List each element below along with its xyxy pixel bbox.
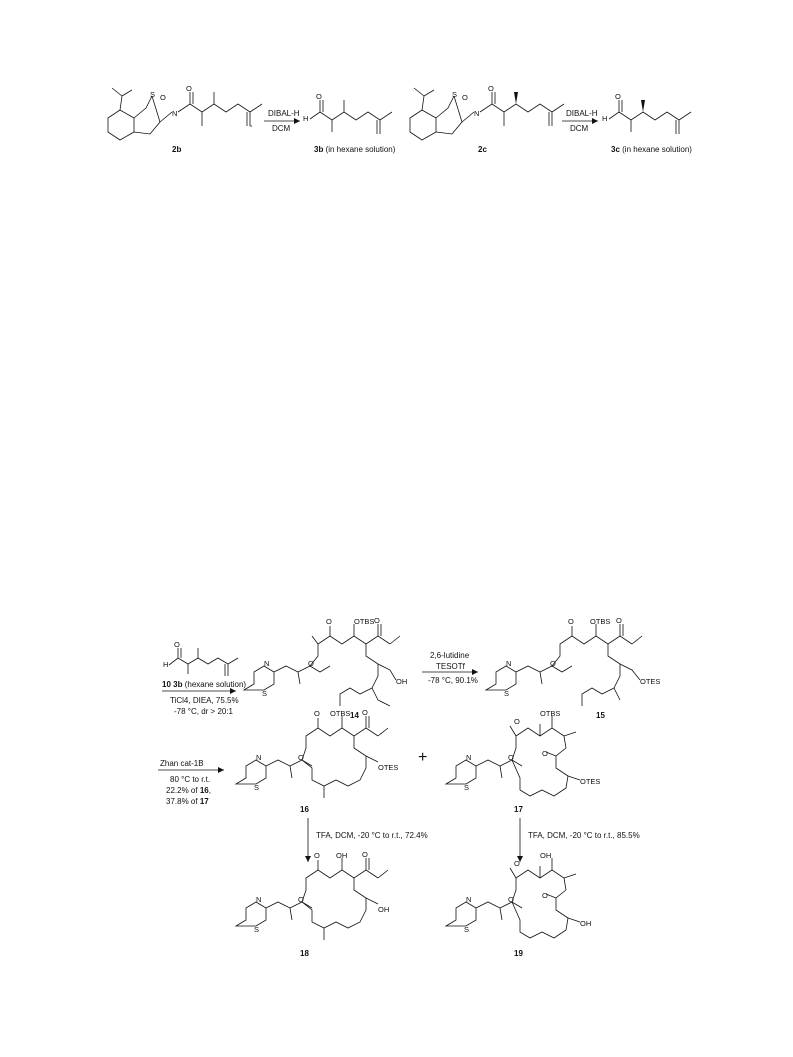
compound-label-3b: 3b (in hexane solution) <box>314 145 396 154</box>
arrow2-solvent: DCM <box>570 124 589 133</box>
compound-label-3c: 3c (in hexane solution) <box>611 145 692 154</box>
s19-o: O <box>508 895 514 904</box>
step1-conditions <box>162 680 246 716</box>
s16-o: O <box>298 753 304 762</box>
s15-otbs: OTBS <box>590 617 611 626</box>
step1-line2: TiCl4, DIEA, 75.5% <box>170 696 239 705</box>
nitrogen-atom-label: N <box>172 109 178 118</box>
s18-oh: OH <box>336 851 348 860</box>
step3-line4: 37.8% of 17 <box>166 797 209 806</box>
structure-19 <box>446 851 591 958</box>
s17-o: O <box>508 753 514 762</box>
s16-n: N <box>256 753 262 762</box>
arrow1-reagent: DIBAL-H <box>268 109 300 118</box>
structure-14 <box>244 616 407 720</box>
step2-line3: -78 °C, 90.1% <box>428 676 478 685</box>
step1-line1: 10 3b (hexane solution) <box>162 680 247 689</box>
oxygen-atom-label-2c: O <box>462 93 468 102</box>
plus-sign: + <box>418 749 428 766</box>
s17-otes: OTES <box>580 777 601 786</box>
compound-label-18: 18 <box>300 949 309 958</box>
s18-o3: O <box>362 850 368 859</box>
nitrogen-atom-label-2c: N <box>474 109 480 118</box>
step2-line2: TESOTf <box>436 662 465 671</box>
s15-o2: O <box>568 617 574 626</box>
carbonyl-oxygen-label: O <box>186 84 192 93</box>
s16-o3: O <box>362 708 368 717</box>
s17-n: N <box>466 753 472 762</box>
s17-o2: O <box>514 717 520 726</box>
small-aldehyde-o: O <box>174 640 180 649</box>
step1-line3: -78 °C, dr > 20:1 <box>174 707 234 716</box>
aldehyde-h-label: H <box>303 114 309 123</box>
step3-line1: Zhan cat-1B <box>160 759 204 768</box>
s16-o2: O <box>314 709 320 718</box>
s19-oh2: OH <box>580 919 592 928</box>
step2-conditions <box>422 651 478 685</box>
arrow1-solvent: DCM <box>272 124 291 133</box>
compound-label-15: 15 <box>596 711 605 720</box>
s15-n: N <box>506 659 512 668</box>
reaction-arrow-2 <box>562 109 598 133</box>
structure-2c <box>410 84 564 154</box>
aldehyde-o-label-3c: O <box>615 92 621 101</box>
s18-oh2: OH <box>378 905 390 914</box>
arrow2-reagent: DIBAL-H <box>566 109 598 118</box>
sulfur-atom-label-2c: S <box>452 90 458 99</box>
structure-3c <box>602 92 692 154</box>
step3-conditions <box>158 759 224 806</box>
compound-label-2c: 2c <box>478 145 487 154</box>
s14-otbs: OTBS <box>354 617 375 626</box>
s19-s: S <box>464 925 470 934</box>
step3-line2: 80 °C to r.t. <box>170 775 211 784</box>
s19-o2: O <box>514 859 520 868</box>
s19-oh: OH <box>540 851 552 860</box>
reaction-arrow-1 <box>264 109 300 133</box>
compound-label-17: 17 <box>514 805 523 814</box>
step2-line1: 2,6-lutidine <box>430 651 470 660</box>
s15-o: O <box>550 659 556 668</box>
s17-o3: O <box>542 749 548 758</box>
s14-s: S <box>262 689 268 698</box>
structure-15 <box>486 616 660 720</box>
s19-n: N <box>466 895 472 904</box>
step5-label: TFA, DCM, -20 °C to r.t., 85.5% <box>528 831 640 840</box>
structure-18 <box>236 850 389 958</box>
compound-label-2b: 2b <box>172 145 182 154</box>
aldehyde-o-label: O <box>316 92 322 101</box>
s16-s: S <box>254 783 260 792</box>
structure-2b <box>108 84 262 154</box>
s17-otbs: OTBS <box>540 709 561 718</box>
s15-s: S <box>504 689 510 698</box>
compound-label-19: 19 <box>514 949 523 958</box>
s15-otes: OTES <box>640 677 661 686</box>
oxygen-atom-label: O <box>160 93 166 102</box>
small-aldehyde-h: H <box>163 660 169 669</box>
step5-conditions <box>517 818 640 862</box>
aldehyde-h-label-3c: H <box>602 114 608 123</box>
carbonyl-oxygen-label-2c: O <box>488 84 494 93</box>
s17-s: S <box>464 783 470 792</box>
s14-o3: O <box>374 616 380 625</box>
s14-n: N <box>264 659 270 668</box>
s19-o3: O <box>542 891 548 900</box>
structure-3b <box>303 92 396 154</box>
structure-16 <box>236 708 398 814</box>
structure-17 <box>446 709 600 814</box>
step4-label: TFA, DCM, -20 °C to r.t., 72.4% <box>316 831 428 840</box>
structure-3b-small <box>163 640 238 676</box>
sulfur-atom-label: S <box>150 90 156 99</box>
s16-otbs: OTBS <box>330 709 351 718</box>
s18-o: O <box>298 895 304 904</box>
s14-o2: O <box>326 617 332 626</box>
s14-oh: OH <box>396 677 408 686</box>
s18-n: N <box>256 895 262 904</box>
s16-otes: OTES <box>378 763 399 772</box>
s18-s: S <box>254 925 260 934</box>
compound-label-14: 14 <box>350 711 359 720</box>
compound-label-16: 16 <box>300 805 309 814</box>
step3-line3: 22.2% of 16, <box>166 786 211 795</box>
s15-o3: O <box>616 616 622 625</box>
s18-o2: O <box>314 851 320 860</box>
s14-o: O <box>308 659 314 668</box>
